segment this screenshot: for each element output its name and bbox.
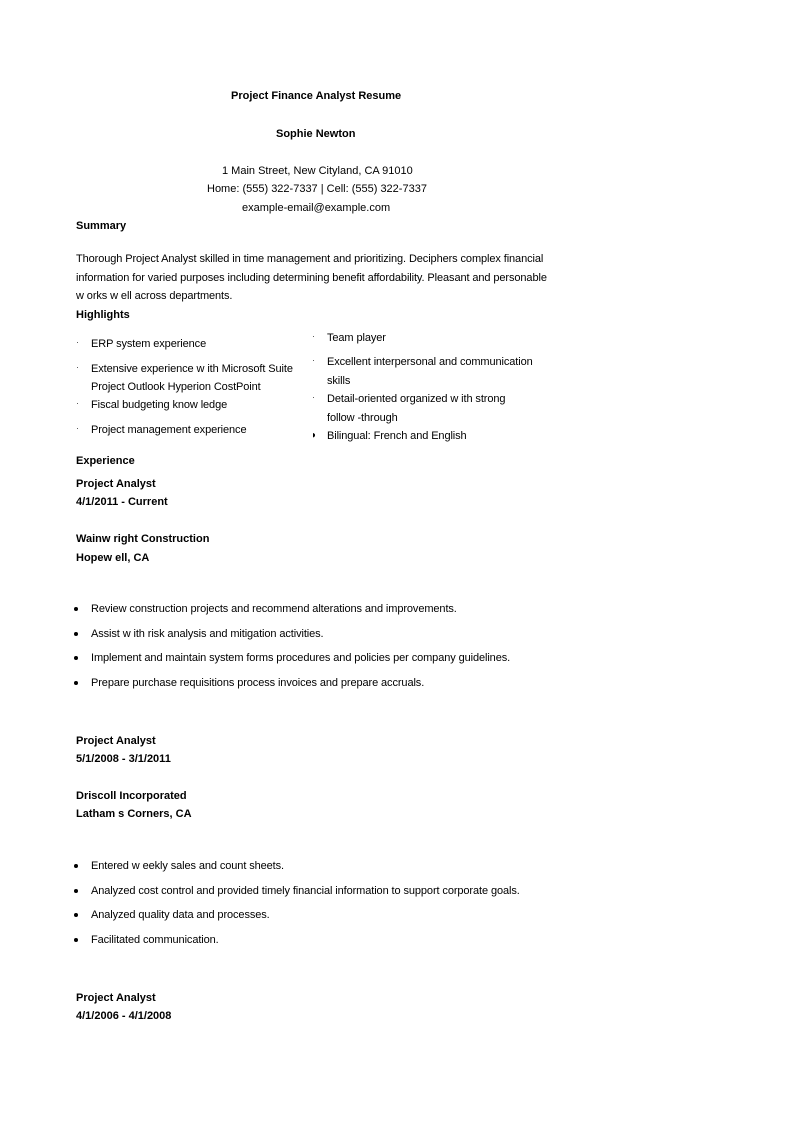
job-bullet: Analyzed cost control and provided timely financial information to support corporate goals. [91, 885, 520, 897]
job-bullet: Analyzed quality data and processes. [91, 909, 270, 921]
bullet-icon: · [312, 355, 315, 365]
bullet-icon: · [76, 337, 79, 347]
job-location: Hopew ell, CA [76, 552, 150, 564]
highlight-item-continued: Project Outlook Hyperion CostPoint [91, 381, 261, 393]
job-title: Project Analyst [76, 992, 156, 1004]
highlight-item: Detail-oriented organized w ith strong [327, 393, 506, 405]
bullet-icon [74, 913, 78, 917]
bullet-icon [74, 864, 78, 868]
bullet-icon: · [76, 362, 79, 372]
address: 1 Main Street, New Cityland, CA 91010 [222, 165, 413, 177]
highlight-item: Fiscal budgeting know ledge [91, 399, 228, 411]
bullet-icon [74, 681, 78, 685]
bullet-icon [74, 632, 78, 636]
job-bullet: Implement and maintain system forms procedures and policies per company guidelines. [91, 652, 511, 664]
job-bullet: Review construction projects and recommend alterations and improvements. [91, 603, 457, 615]
highlight-item-continued: skills [327, 375, 351, 387]
summary-line: Thorough Project Analyst skilled in time management and prioritizing. Deciphers complex financial [76, 253, 544, 265]
highlight-item: Extensive experience w ith Microsoft Suite [91, 363, 293, 375]
job-title: Project Analyst [76, 735, 156, 747]
bullet-icon: · [76, 398, 79, 408]
highlight-item: Team player [327, 332, 386, 344]
highlight-item: Excellent interpersonal and communication [327, 356, 533, 368]
candidate-name: Sophie Newton [276, 128, 356, 140]
highlights-heading: Highlights [76, 309, 130, 321]
email: example-email@example.com [242, 202, 391, 214]
bullet-icon [74, 938, 78, 942]
job-bullet: Entered w eekly sales and count sheets. [91, 860, 284, 872]
job-company: Wainw right Construction [76, 533, 210, 545]
summary-heading: Summary [76, 220, 127, 232]
bullet-icon: ◗ [311, 430, 318, 441]
job-dates: 4/1/2006 - 4/1/2008 [76, 1010, 172, 1022]
document-title: Project Finance Analyst Resume [231, 90, 402, 102]
highlight-item-continued: follow -through [327, 412, 398, 424]
summary-line: information for varied purposes including determining benefit affordability. Pleasant and personable [76, 272, 547, 284]
job-dates: 4/1/2011 - Current [76, 496, 168, 508]
job-company: Driscoll Incorporated [76, 790, 187, 802]
job-bullet: Prepare purchase requisitions process invoices and prepare accruals. [91, 677, 425, 689]
job-dates: 5/1/2008 - 3/1/2011 [76, 753, 171, 765]
bullet-icon: · [76, 423, 79, 433]
bullet-icon: · [312, 392, 315, 402]
highlight-item: Bilingual: French and English [327, 430, 467, 442]
job-title: Project Analyst [76, 478, 156, 490]
job-bullet: Facilitated communication. [91, 934, 219, 946]
job-bullet: Assist w ith risk analysis and mitigation activities. [91, 628, 324, 640]
summary-line: w orks w ell across departments. [76, 290, 233, 302]
bullet-icon: · [312, 331, 315, 341]
highlight-item: Project management experience [91, 424, 247, 436]
experience-heading: Experience [76, 455, 135, 467]
highlight-item: ERP system experience [91, 338, 207, 350]
bullet-icon [74, 889, 78, 893]
phone-numbers: Home: (555) 322-7337 | Cell: (555) 322-7337 [207, 183, 427, 195]
job-location: Latham s Corners, CA [76, 808, 192, 820]
bullet-icon [74, 656, 78, 660]
bullet-icon [74, 607, 78, 611]
